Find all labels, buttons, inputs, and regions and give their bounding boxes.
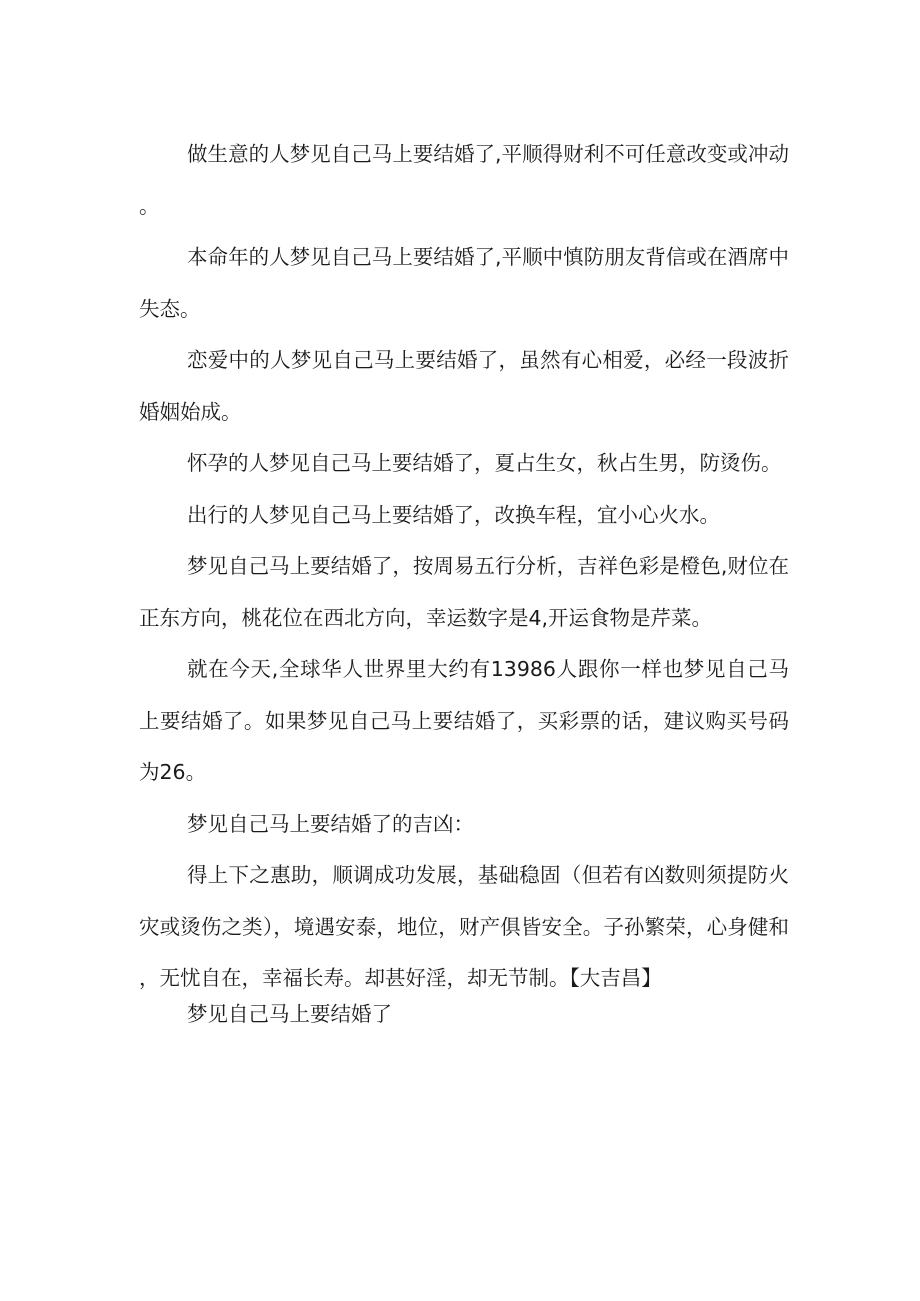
paragraph-fortune-detail: 得上下之惠助，顺调成功发展，基础稳固（但若有凶数则须提防火灾或烫伤之类），境遇安泰，地位，财产俱皆安全。子孙繁荣，心身健和，无忧自在，幸福长寿。却甚好淫，却无节制。【大吉昌】 <box>139 863 789 990</box>
document-body <box>139 129 789 1040</box>
paragraph-travel: 出行的人梦见自己马上要结婚了，改换车程，宜小心火水。 <box>187 502 720 527</box>
paragraph-zodiac-year: 本命年的人梦见自己马上要结婚了,平顺中慎防朋友背信或在酒席中失态。 <box>139 245 789 321</box>
paragraph-statistics: 就在今天,全球华人世界里大约有13986人跟你一样也梦见自己马上要结婚了。如果梦见自己马上要结婚了，买彩票的话，建议购买号码为26。 <box>139 657 789 784</box>
paragraph-pregnant: 怀孕的人梦见自己马上要结婚了，夏占生女，秋占生男，防烫伤。 <box>187 451 782 475</box>
paragraph-fortune-heading: 梦见自己马上要结婚了的吉凶： <box>187 811 474 836</box>
paragraph-in-love: 恋爱中的人梦见自己马上要结婚了，虽然有心相爱，必经一段波折婚姻始成。 <box>139 348 789 424</box>
paragraph-closing-title: 梦见自己马上要结婚了 <box>187 1001 392 1026</box>
paragraph-five-elements: 梦见自己马上要结婚了，按周易五行分析，吉祥色彩是橙色,财位在正东方向，桃花位在西北方向，幸运数字是4,开运食物是芹菜。 <box>139 554 789 630</box>
paragraph-business: 做生意的人梦见自己马上要结婚了,平顺得财利不可任意改变或冲动。 <box>139 142 789 218</box>
